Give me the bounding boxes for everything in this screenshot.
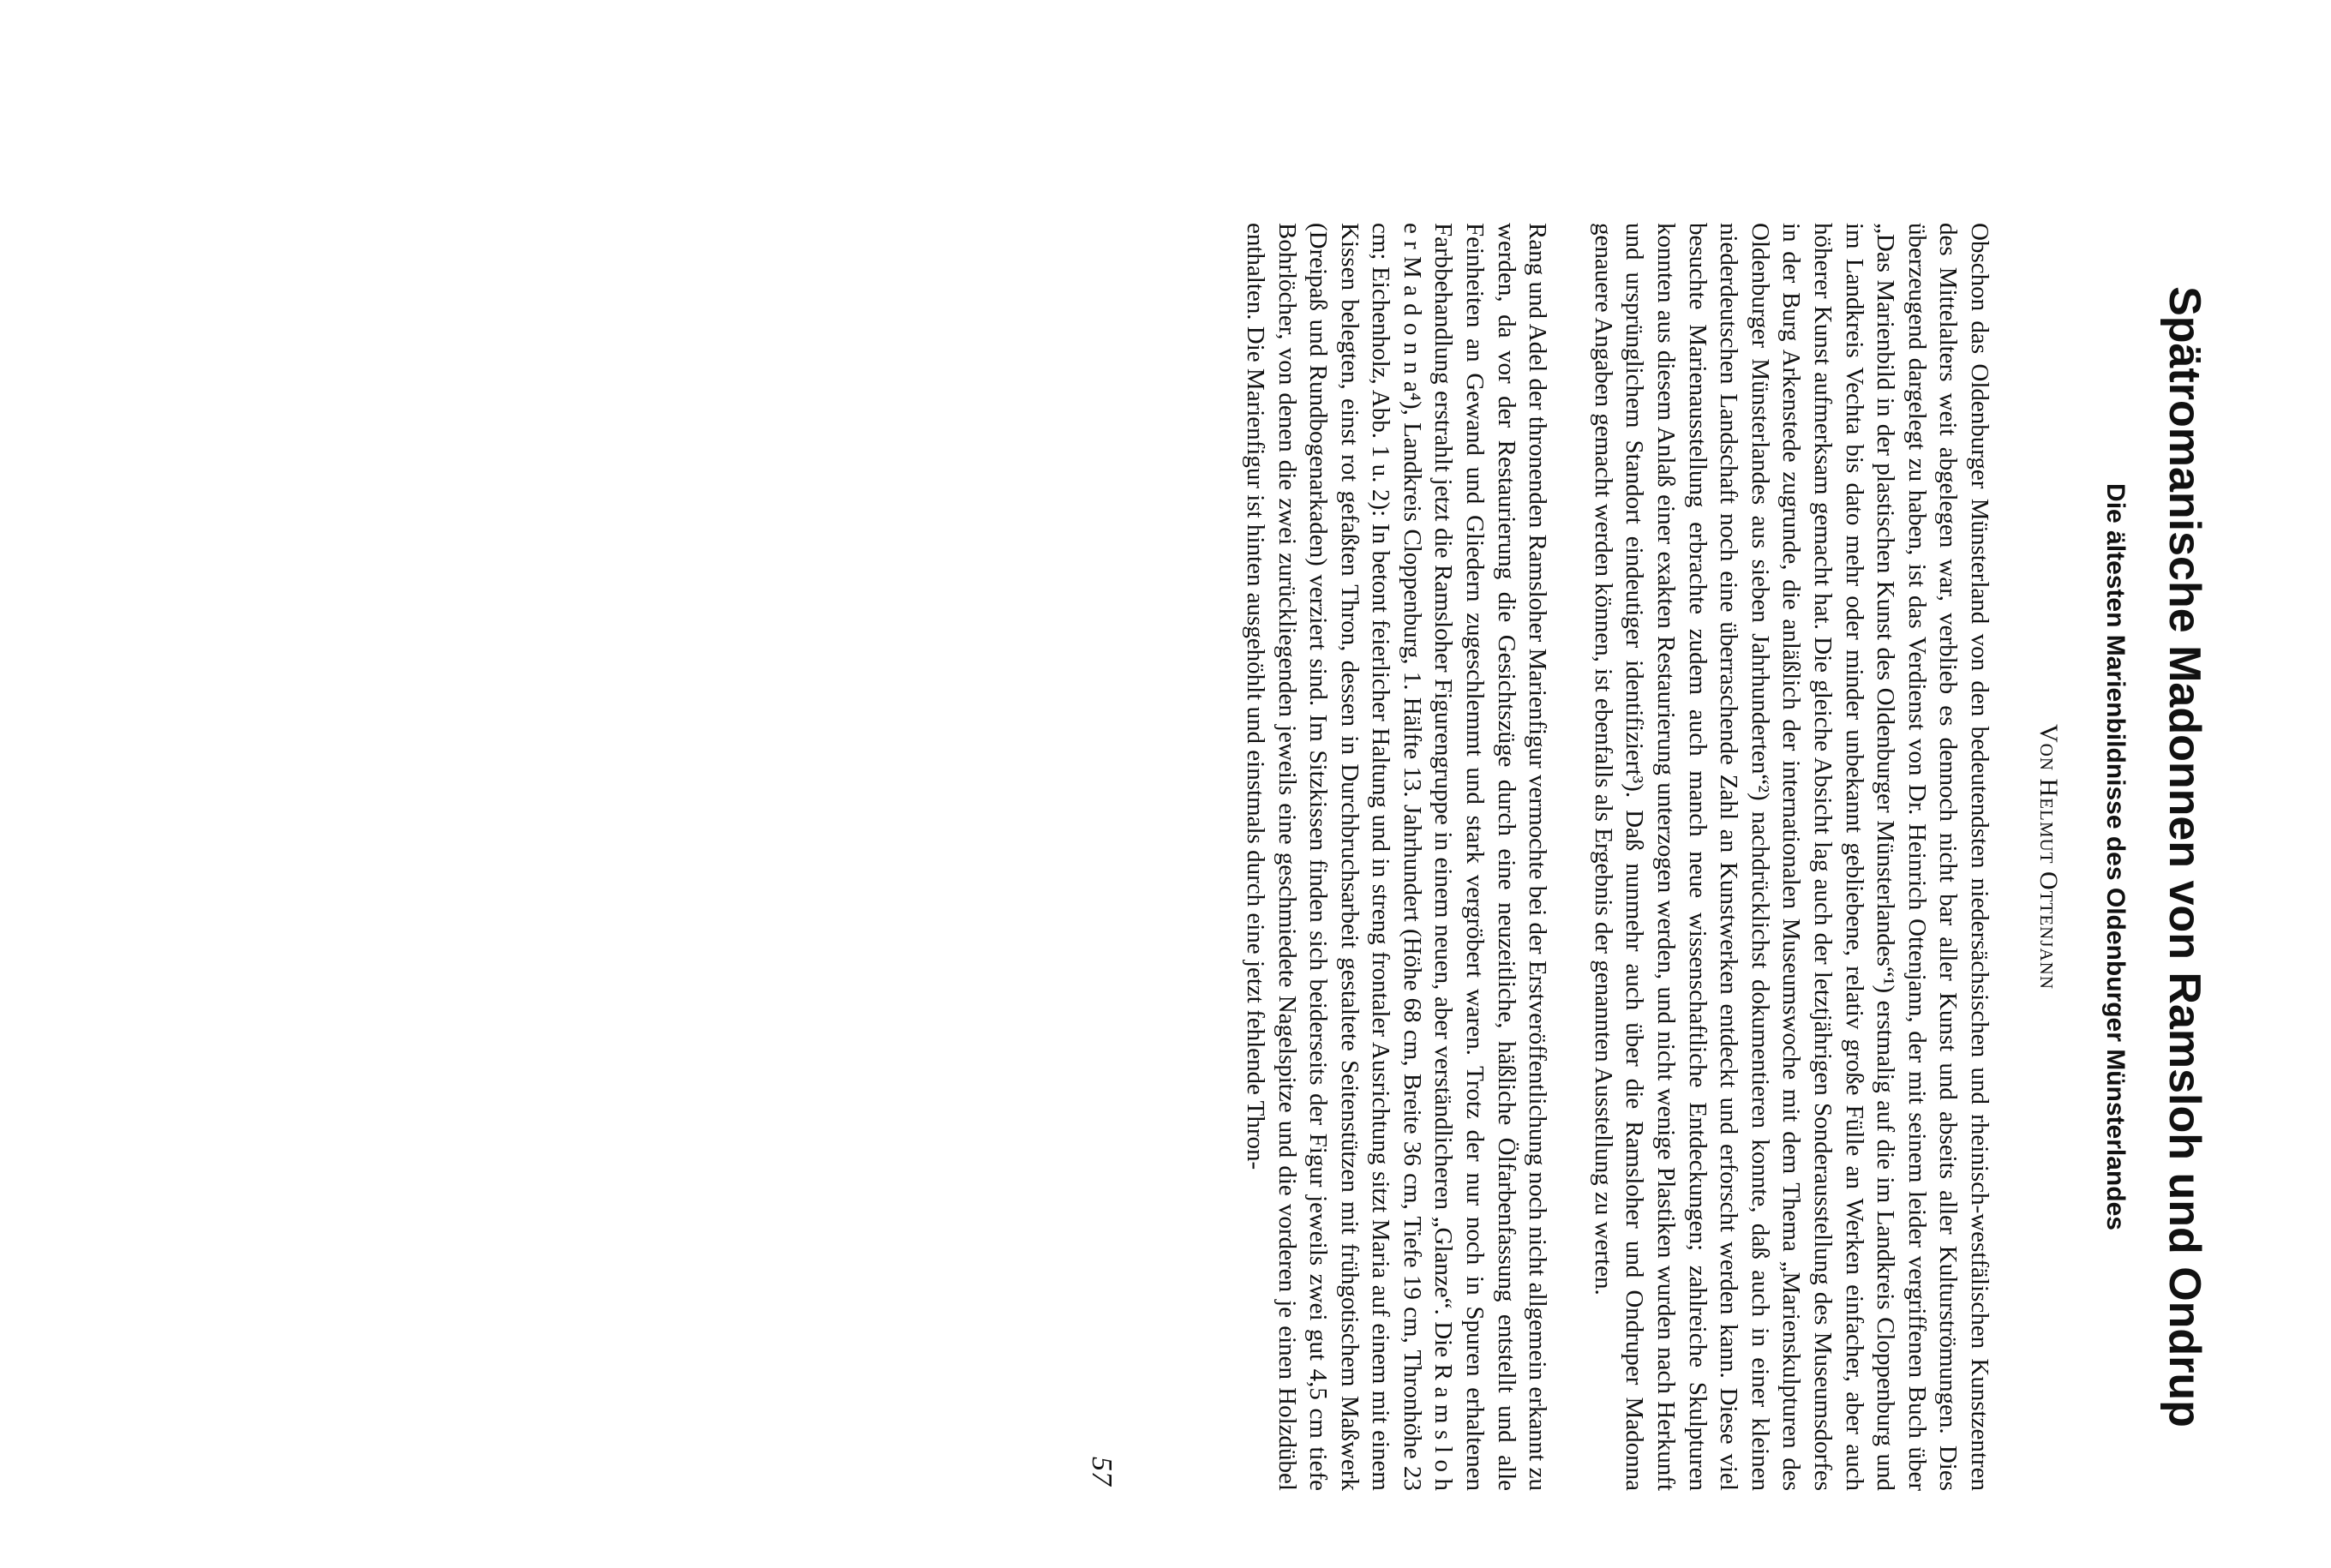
article-title: Spätromanische Madonnen von Ramsloh und Ondrup [2160,286,2209,1427]
page-number: 57 [1086,1457,1118,1486]
body-paragraph: Obschon das Oldenburger Münsterland von den bedeutendsten niedersächsischen und rheinisch-westfälischen Kunstzentren des Mittelalters weit abgelegen war, verblieb es dennoch nicht bar aller Kunst und abseits aller Kulturströmungen. Dies überzeugend dargelegt zu haben, ist das Verdienst von Dr. Heinrich Ottenjann, der mit seinem leider vergriffenen Buch über „Das Marienbild in der plastischen Kunst des Oldenburger Münsterlandes“¹) erstmalig auf die im Landkreis Cloppenburg und im Landkreis Vechta bis dato mehr oder minder unbekannt gebliebene, relativ große Fülle an Werken einfacher, aber auch höherer Kunst aufmerksam gemacht hat. Die gleiche Absicht lag auch der letztjährigen Sonderausstellung des Museumsdorfes in der Burg Arkenstede zugrunde, die anläßlich der internationalen Museumswoche mit dem Thema „Marienskulpturen des Oldenburger Münsterlandes aus sieben Jahrhunderten“²) nachdrücklichst dokumentieren konnte, daß auch in einer kleinen niederdeutschen Landschaft noch eine überraschende Zahl an Kunstwerken entdeckt und erforscht werden kann. Diese viel besuchte Marienausstellung erbrachte zudem auch manch neue wissenschaftliche Entdeckungen; zahlreiche Skulpturen konnten aus diesem Anlaß einer exakten Restaurierung unterzogen werden, und nicht wenige Plastiken wurden nach Herkunft und ursprünglichem Standort eindeutiger identifiziert³). Daß nunmehr auch über die Ramsloher und Ondruper Madonna genauere Angaben gemacht werden können, ist ebenfalls als Ergebnis der genannten Ausstellung zu werten. [1589,223,1993,1491]
body-paragraph: Rang und Adel der thronenden Ramsloher Marienfigur vermochte bei der Erstveröffentlichung noch nicht allgemein erkannt zu werden, da vor der Restaurierung die Gesichtszüge durch eine neuzeitliche, häßliche Ölfarbenfassung entstellt und alle Feinheiten an Gewand und Gliedern zugeschlemmt und stark vergröbert waren. Trotz der nur noch in Spuren erhaltenen Farbbehandlung erstrahlt jetzt die Ramsloher Figurengruppe in einem neuen, aber verständlicheren „Glanze“. Die R a m s l o h e r M a d o n n a⁴), Landkreis Cloppenburg, 1. Hälfte 13. Jahrhundert (Höhe 68 cm, Breite 36 cm, Tiefe 19 cm, Thronhöhe 23 cm; Eichenholz, Abb. 1 u. 2): In betont feierlicher Haltung und in streng frontaler Ausrichtung sitzt Maria auf einem mit einem Kissen belegten, einst rot gefaßten Thron, dessen in Durchbruchsarbeit gestaltete Seitenstützen mit frühgotischem Maßwerk (Dreipaß und Rundbogenarkaden) verziert sind. Im Sitzkissen finden sich beiderseits der Figur jeweils zwei gut 4,5 cm tiefe Bohrlöcher, von denen die zwei zurückliegenden jeweils eine geschmiedete Nagelspitze und die vorderen je einen Holzdübel enthalten. Die Marienfigur ist hinten ausgehöhlt und einstmals durch eine jetzt fehlende Thron- [1241,223,1552,1491]
article-subtitle: Die ältesten Marienbildnisse des Oldenburger Münsterlandes [2101,483,2130,1230]
article-author: Von Helmut Ottenjann [2034,724,2063,990]
article-body [1239,223,1995,1491]
rotated-content [1080,223,2211,1491]
